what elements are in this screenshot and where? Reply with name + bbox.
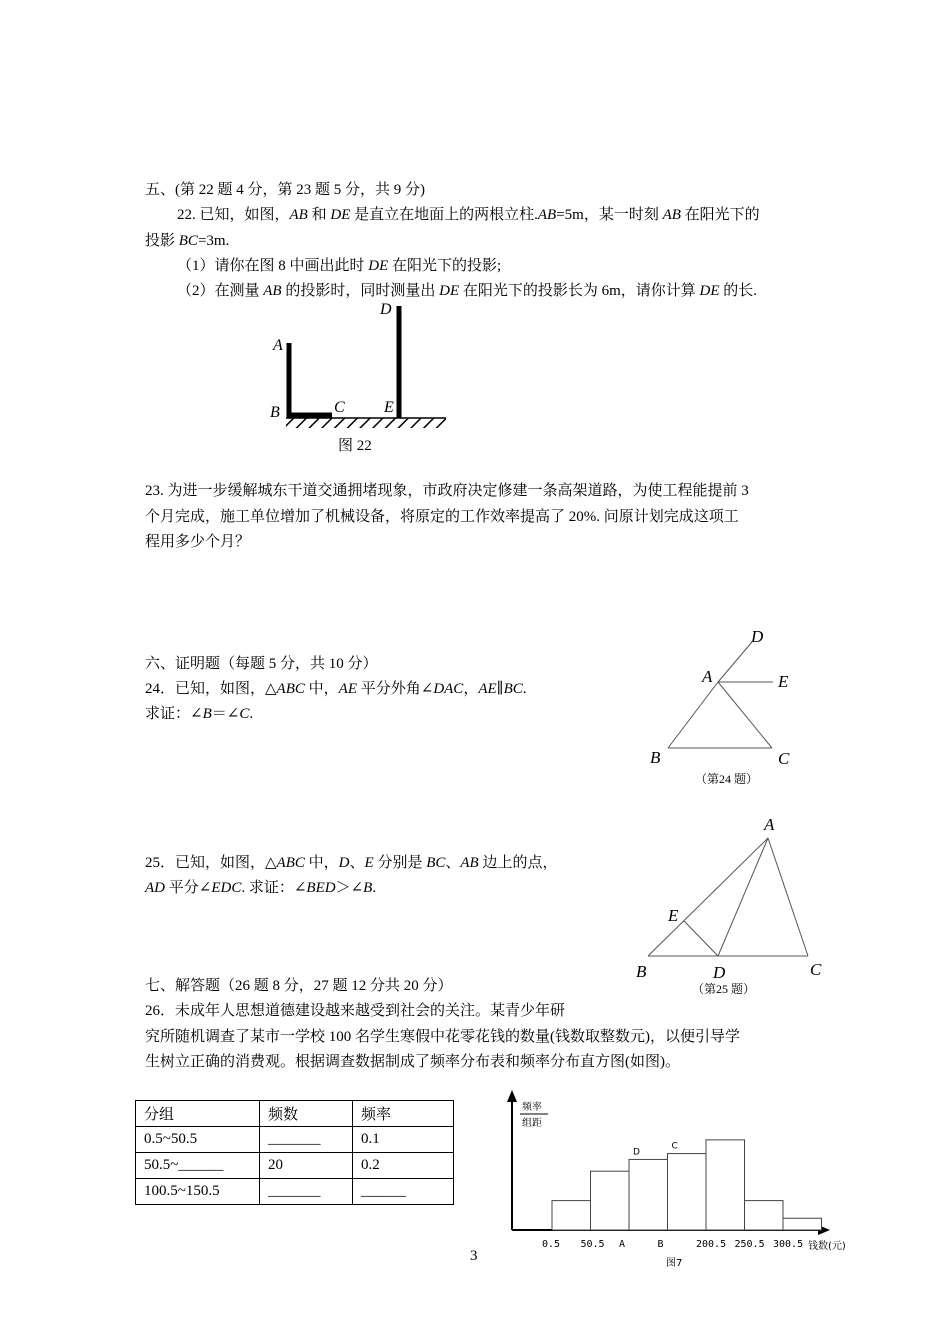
q25-text: 平分∠ [165, 880, 212, 896]
tri-abc: ABC [276, 855, 305, 871]
header-cell: 频率 [353, 1101, 454, 1127]
label-a: A [764, 815, 775, 834]
histogram-bar [668, 1154, 707, 1230]
q24-text: ∥ [496, 681, 504, 697]
q22-sub1 [177, 255, 501, 277]
label-c: C [810, 960, 822, 979]
q25-text: 、 [445, 855, 461, 871]
seg-bc: BC [503, 681, 523, 697]
seg-ab: AB [662, 207, 681, 223]
seg-de: DE [330, 207, 351, 223]
label-d: D [713, 963, 726, 982]
table-header-row [136, 1101, 454, 1127]
q22-line1 [177, 204, 760, 226]
q22-text: 在阳光下的 [680, 207, 760, 223]
label-e: E [778, 672, 789, 691]
histogram-bar [783, 1218, 822, 1230]
frequency-table [135, 1100, 454, 1205]
seg-ad [718, 838, 768, 956]
table-cell: 0.2 [353, 1153, 454, 1179]
x-tick-label: A [619, 1239, 626, 1250]
q25-line2 [145, 877, 376, 899]
table-row [136, 1153, 454, 1179]
seg-ae: AE [478, 681, 497, 697]
q24-text: 求证：∠ [145, 706, 203, 722]
label-e: E [384, 399, 394, 416]
histogram-bar [629, 1159, 668, 1230]
side-ac [718, 682, 772, 748]
x-tick-label: 200.5 [696, 1239, 727, 1250]
chart-title: 图7 [666, 1258, 683, 1269]
histogram-bar [745, 1201, 784, 1230]
q26-line2: 究所随机调查了某市一学校 100 名学生寒假中花零花钱的数量(钱数取整数元)，以便引导学 [145, 1029, 740, 1045]
x-axis-label: 钱数(元) [808, 1241, 846, 1252]
ground-hatching [286, 418, 446, 428]
table-cell: _______ [260, 1179, 353, 1205]
x-tick-label: B [657, 1239, 664, 1250]
q25-text: 分别是 [373, 855, 427, 871]
table-row [136, 1127, 454, 1153]
x-tick-label: 50.5 [580, 1239, 605, 1250]
seg-bc: BC [426, 855, 446, 871]
side-ab [668, 682, 718, 748]
q25-text: . [372, 880, 377, 896]
table-row [136, 1179, 454, 1205]
section6-heading: 六、证明题（每题 5 分，共 10 分） [145, 656, 378, 672]
seg-ad: AD [145, 880, 165, 896]
angle-dac: DAC [433, 681, 464, 697]
y-label-bottom: 组距 [522, 1118, 542, 1129]
seg-ae: AE [338, 681, 357, 697]
seg-ab: AB [263, 283, 282, 299]
seg-ab: AB [460, 855, 479, 871]
q23-line1: 23. 为进一步缓解城东干道交通拥堵现象，市政府决定修建一条高架道路，为使工程能提前 3 [145, 483, 749, 499]
q24-line2 [145, 703, 253, 725]
label-e: E [668, 906, 679, 925]
q24-text: 中， [304, 681, 339, 697]
q22-text: =3m. [197, 233, 230, 249]
label-b: B [650, 748, 661, 767]
seg-ed [684, 921, 718, 956]
side-ac [768, 838, 808, 956]
x-tick-label: 0.5 [542, 1239, 561, 1250]
y-axis-arrow [507, 1090, 517, 1102]
section7-heading: 七、解答题（26 题 8 分，27 题 12 分共 20 分） [145, 978, 453, 994]
figure-25 [630, 808, 830, 1000]
q25-text: 、 [349, 855, 365, 871]
ray-ad [718, 642, 752, 682]
q22-text: =5m，某一时刻 [556, 207, 663, 223]
q22-text: 的投影时，同时测量出 [281, 283, 440, 299]
q24-text: . [522, 681, 527, 697]
q22-text: 在阳光下的投影长为 6m，请你计算 [459, 283, 700, 299]
x-tick-label: 300.5 [773, 1239, 804, 1250]
table-cell: _______ [260, 1127, 353, 1153]
q22-text: （1）请你在图 8 中画出此时 [177, 258, 369, 274]
header-cell: 分组 [136, 1101, 260, 1127]
angle-b: B [363, 880, 373, 896]
angle-c: C [239, 706, 250, 722]
q25-line1 [145, 852, 557, 874]
q24-text: 平分外角∠ [356, 681, 434, 697]
q22-text: 投影 [145, 233, 179, 249]
point-e: E [364, 855, 374, 871]
q25-text: 25．已知，如图，△ [145, 855, 277, 871]
y-label-top: 频率 [522, 1102, 542, 1113]
label-b: B [636, 962, 647, 981]
q22-line2 [145, 230, 229, 252]
x-tick-label: 250.5 [734, 1239, 765, 1250]
figure-22 [260, 298, 460, 458]
q25-text: 中， [304, 855, 339, 871]
figure-caption: （第24 题） [695, 772, 759, 786]
table-cell: 50.5~______ [136, 1153, 260, 1179]
side-ab [648, 838, 768, 956]
seg-de: DE [699, 283, 720, 299]
label-c: C [778, 749, 790, 768]
q25-text: ＞∠ [335, 880, 364, 896]
q22-text: 的长. [719, 283, 758, 299]
table-cell: ______ [353, 1179, 454, 1205]
q24-text: ＝∠ [211, 706, 240, 722]
seg-de: DE [368, 258, 389, 274]
bar-label: C [671, 1141, 678, 1152]
section5-heading: 五、(第 22 题 4 分，第 23 题 5 分，共 9 分) [145, 182, 425, 198]
q24-text: ， [463, 681, 479, 697]
table-cell: 20 [260, 1153, 353, 1179]
table-cell: 0.5~50.5 [136, 1127, 260, 1153]
angle-bed: BED [306, 880, 336, 896]
seg-de: DE [439, 283, 460, 299]
q23-line2: 个月完成，施工单位增加了机械设备，将原定的工作效率提高了 20%. 问原计划完成这项工 [145, 509, 739, 525]
label-d: D [751, 627, 764, 646]
q26-line3: 生树立正确的消费观。根据调查数据制成了频率分布表和频率分布直方图(如图)。 [145, 1054, 680, 1070]
figure-caption: 图 22 [338, 438, 372, 454]
seg-bc: BC [178, 233, 198, 249]
figure-caption: （第25 题） [692, 982, 756, 996]
q23-line3: 程用多少个月？ [145, 534, 251, 550]
label-a: A [702, 667, 713, 686]
label-d: D [380, 301, 392, 318]
tri-abc: ABC [276, 681, 305, 697]
table-cell: 0.1 [353, 1127, 454, 1153]
label-b: B [270, 404, 280, 421]
label-c: C [334, 399, 345, 416]
q22-text: 在阳光下的投影; [388, 258, 502, 274]
label-a: A [273, 337, 283, 354]
q24-text: . [249, 706, 254, 722]
q22-text: 和 [307, 207, 331, 223]
q26-line1: 26．未成年人思想道德建设越来越受到社会的关注。某青少年研 [145, 1003, 566, 1019]
q22-text: 是直立在地面上的两根立柱. [350, 207, 538, 223]
angle-edc: EDC [211, 880, 242, 896]
figure-24 [640, 620, 810, 795]
header-cell: 频数 [260, 1101, 353, 1127]
q22-text: 22. 已知，如图， [177, 207, 290, 223]
q22-text: （2）在测量 [177, 283, 264, 299]
table-cell: 100.5~150.5 [136, 1179, 260, 1205]
seg-ab: AB [537, 207, 557, 223]
q25-text: . 求证：∠ [241, 880, 307, 896]
page-number: 3 [470, 1248, 478, 1264]
histogram-chart [490, 1088, 860, 1278]
bar-label: D [633, 1147, 640, 1158]
angle-b: B [202, 706, 212, 722]
q24-line1 [145, 678, 527, 700]
point-d: D [338, 855, 350, 871]
histogram-bar [706, 1140, 745, 1230]
histogram-bar [552, 1201, 591, 1230]
seg-ab: AB [289, 207, 308, 223]
q25-text: 边上的点， [478, 855, 558, 871]
histogram-bar [591, 1171, 630, 1230]
q24-text: 24．已知，如图，△ [145, 681, 277, 697]
